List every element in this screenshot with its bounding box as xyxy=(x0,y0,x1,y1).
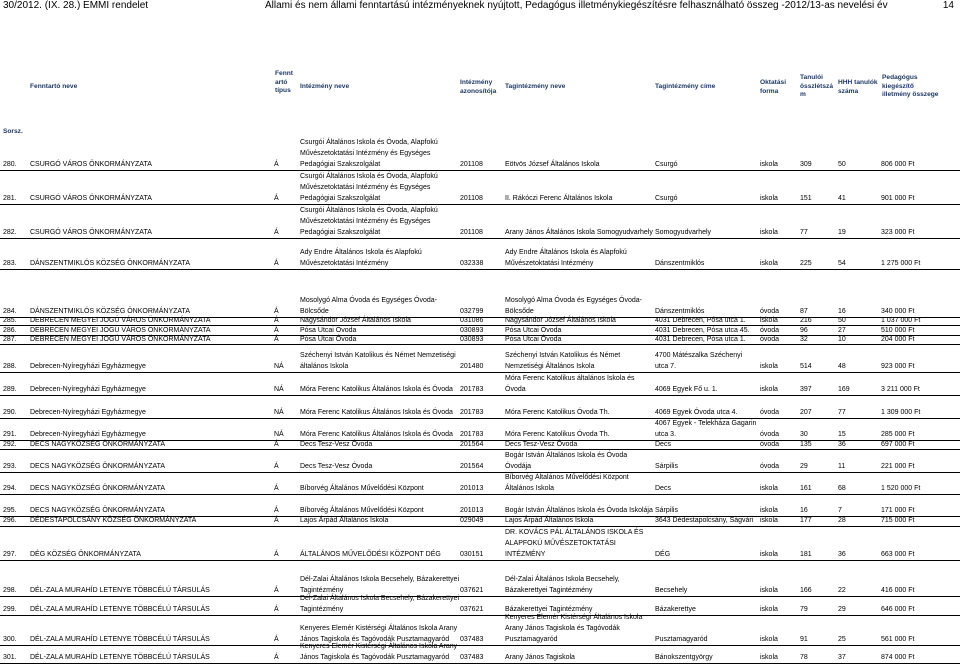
cell-osszeg: 3 211 000 Ft xyxy=(881,386,920,393)
cell-cim: Pusztamagyaród xyxy=(655,636,708,643)
cell-tipus: Á xyxy=(274,441,279,448)
cell-fenntarto: DÉL-ZALA MURAHÍD LETENYE TÖBBCÉLÚ TÁRSULÁS xyxy=(30,606,210,613)
table-row xyxy=(0,596,960,616)
cell-tag: Móra Ferenc Katolikus Óvoda Th. xyxy=(505,431,610,438)
cell-cim: DÉG xyxy=(655,551,671,558)
cell-cim: Decs xyxy=(655,441,671,448)
cell-tag: Bázakerettyei Tagintézmény xyxy=(505,606,593,613)
cell-osszeg: 923 000 Ft xyxy=(881,363,915,370)
col-tanuloi-letszam: Tanulói összlétszá m xyxy=(800,74,833,98)
cell-tipus: NÁ xyxy=(274,409,284,416)
cell-hhh: 77 xyxy=(838,409,846,416)
col-sorsz: Sorsz. xyxy=(3,128,23,135)
cell-letszam: 181 xyxy=(800,551,812,558)
cell-intezmeny: Széchenyi István Katolikus és Német Nemzetiségi általános Iskola xyxy=(300,352,456,370)
cell-letszam: 30 xyxy=(800,431,808,438)
cell-tipus: NÁ xyxy=(274,386,284,393)
cell-hhh: 28 xyxy=(838,517,846,524)
cell-tag: Széchenyi István Katolikus és Német Nemzetiségi Általános Iskola xyxy=(505,352,621,370)
cell-sorsz: 292. xyxy=(3,441,17,448)
cell-tag: Mosolygó Alma Óvoda és Egységes Óvoda-Bölcsőde xyxy=(505,297,642,315)
cell-fenntarto: Debrecen-Nyíregyházi Egyházmegye xyxy=(30,409,146,416)
table-row xyxy=(0,418,960,441)
cell-tipus: Á xyxy=(274,195,279,202)
cell-osszeg: 1 275 000 Ft xyxy=(881,260,921,267)
cell-sorsz: 280. xyxy=(3,161,17,168)
cell-azon: 032338 xyxy=(460,260,484,267)
cell-azon: 037621 xyxy=(460,587,484,594)
cell-sorsz: 286. xyxy=(3,327,17,334)
cell-letszam: 29 xyxy=(800,463,808,470)
cell-osszeg: 1 037 000 Ft xyxy=(881,317,921,324)
cell-letszam: 151 xyxy=(800,195,812,202)
cell-forma: iskola xyxy=(760,654,778,661)
cell-hhh: 36 xyxy=(838,551,846,558)
cell-osszeg: 285 000 Ft xyxy=(881,431,915,438)
cell-sorsz: 290. xyxy=(3,409,17,416)
cell-tipus: Á xyxy=(274,507,279,514)
cell-cim: 4031 Debrecen, Pósa utca 45. xyxy=(655,327,750,334)
cell-tag: Dél-Zalai Általános Iskola Becsehely, Bázakerettyei Tagintézmény xyxy=(505,576,620,594)
table-row xyxy=(0,615,960,646)
cell-fenntarto: DECS NAGYKÖZSÉG ÖNKORMÁNYZATA xyxy=(30,507,166,514)
cell-forma: iskola xyxy=(760,636,778,643)
cell-osszeg: 1 309 000 Ft xyxy=(881,409,921,416)
cell-hhh: 68 xyxy=(838,485,846,492)
cell-intezmeny: Decs Tesz-Vesz Óvoda xyxy=(300,463,373,470)
cell-forma: iskola xyxy=(760,363,778,370)
cell-intezmeny: Nagysándor József Általános Iskola xyxy=(300,317,411,324)
cell-intezmeny: Bíborvég Általános Művelődési Központ xyxy=(300,507,424,514)
cell-fenntarto: DÉDESTAPOLCSÁNY KÖZSÉG ÖNKORMÁNYZATA xyxy=(30,517,197,524)
col-tagintezmeny-cim: Tagintézmény címe xyxy=(655,83,716,90)
cell-cim: 4067 Egyek - Telekháza Gagarin utca 3. xyxy=(655,420,757,438)
cell-azon: 201013 xyxy=(460,485,484,492)
cell-letszam: 514 xyxy=(800,363,812,370)
cell-tipus: Á xyxy=(274,587,279,594)
cell-letszam: 309 xyxy=(800,161,812,168)
cell-sorsz: 284. xyxy=(3,308,17,315)
cell-sorsz: 293. xyxy=(3,463,17,470)
cell-fenntarto: DEBRECEN MEGYEI JOGÚ VÁROS ÖNKORMÁNYZATA xyxy=(30,336,211,343)
cell-tipus: Á xyxy=(274,463,279,470)
cell-osszeg: 221 000 Ft xyxy=(881,463,915,470)
header-date: 30/2012. (IX. 28.) EMMI rendelet xyxy=(3,0,149,11)
cell-hhh: 10 xyxy=(838,336,846,343)
cell-sorsz: 299. xyxy=(3,606,17,613)
cell-letszam: 225 xyxy=(800,260,812,267)
cell-tipus: Á xyxy=(274,260,279,267)
cell-tag: Lajos Árpád Általános Iskola xyxy=(505,517,594,524)
cell-tipus: Á xyxy=(274,485,279,492)
cell-tag: Arany János Általános Iskola Somogyudvarhely xyxy=(505,229,653,236)
table-row xyxy=(0,317,960,326)
cell-azon: 201108 xyxy=(460,161,483,168)
cell-cim: 4700 Mátészalka Széchenyi utca 7. xyxy=(655,352,743,370)
cell-tag: DR. KOVÁCS PÁL ÁLTALÁNOS ISKOLA ÉS ALAPFOKÚ MŰVÉSZETOKTATÁSI INTÉZMÉNY xyxy=(505,529,644,558)
cell-osszeg: 697 000 Ft xyxy=(881,441,915,448)
cell-fenntarto: Debrecen-Nyíregyházi Egyházmegye xyxy=(30,363,146,370)
cell-cim: 4031 Debrecen, Pósa utca 1. xyxy=(655,317,746,324)
cell-sorsz: 301. xyxy=(3,654,17,661)
cell-intezmeny: Pósa Utcai Óvoda xyxy=(300,327,357,334)
cell-letszam: 177 xyxy=(800,517,812,524)
cell-tipus: Á xyxy=(274,229,279,236)
cell-tag: Móra Ferenc Katolikus Óvoda Th. xyxy=(505,409,610,416)
cell-osszeg: 715 000 Ft xyxy=(881,517,915,524)
cell-fenntarto: DÉL-ZALA MURAHÍD LETENYE TÖBBCÉLÚ TÁRSULÁS xyxy=(30,654,210,661)
cell-hhh: 48 xyxy=(838,363,846,370)
cell-tag: Bíborvég Általános Művelődési Központ Általános Iskola xyxy=(505,474,629,492)
col-fenntarto-tipus: Fennt artó típus xyxy=(275,70,293,94)
cell-intezmeny: Kenyeres Elemér Kistérségi Általános Iskola Arany János Tagiskola és Tagóvodák Pusztamagyaród xyxy=(300,643,458,661)
cell-tag: II. Rákóczi Ferenc Általános Iskola xyxy=(505,195,613,202)
cell-tipus: Á xyxy=(274,317,279,324)
cell-hhh: 37 xyxy=(838,654,846,661)
cell-cim: 3643 Dédestapolcsány, Ságvári xyxy=(655,517,754,524)
cell-osszeg: 806 000 Ft xyxy=(881,161,915,168)
col-intezmeny-azon: Intézmény azonosítója xyxy=(460,79,497,95)
cell-osszeg: 646 000 Ft xyxy=(881,606,915,613)
cell-cim: Csurgó xyxy=(655,161,678,168)
cell-tipus: Á xyxy=(274,308,279,315)
cell-letszam: 91 xyxy=(800,636,808,643)
cell-cim: Decs xyxy=(655,485,671,492)
cell-letszam: 96 xyxy=(800,327,808,334)
cell-tipus: Á xyxy=(274,636,279,643)
cell-tag: Ady Endre Általános Iskola és Alapfokú Művészetoktatási Intézmény xyxy=(505,249,627,267)
cell-osszeg: 510 000 Ft xyxy=(881,327,915,334)
cell-azon: 201564 xyxy=(460,441,484,448)
cell-osszeg: 323 000 Ft xyxy=(881,229,915,236)
table-row xyxy=(0,204,960,239)
cell-intezmeny: Dél-Zalai Általános Iskola Becsehely, Bázakerettyei Tagintézmény xyxy=(300,576,460,594)
cell-azon: 032799 xyxy=(460,308,484,315)
cell-tag: Bogár István Általános Iskola és Óvoda Óvodája xyxy=(505,452,628,470)
table-row xyxy=(0,372,960,396)
page-number: 14 xyxy=(942,0,954,11)
cell-sorsz: 288. xyxy=(3,363,17,370)
cell-tipus: Á xyxy=(274,327,279,334)
cell-osszeg: 416 000 Ft xyxy=(881,587,915,594)
cell-tipus: NÁ xyxy=(274,363,284,370)
cell-letszam: 161 xyxy=(800,485,812,492)
cell-hhh: 22 xyxy=(838,587,846,594)
col-intezmeny-nev: Intézmény neve xyxy=(300,83,350,90)
table-row xyxy=(0,494,960,517)
cell-tag: Arany János Tagiskola xyxy=(505,654,575,661)
cell-hhh: 19 xyxy=(838,229,846,236)
cell-cim: Becsehely xyxy=(655,587,688,594)
cell-letszam: 397 xyxy=(800,386,812,393)
table-row xyxy=(0,560,960,597)
cell-tag: Decs Tesz-Vesz Óvoda xyxy=(505,441,578,448)
cell-azon: 037483 xyxy=(460,654,484,661)
cell-letszam: 207 xyxy=(800,409,812,416)
cell-letszam: 77 xyxy=(800,229,808,236)
col-oktatasi-forma: Oktatási forma xyxy=(760,79,787,95)
cell-forma: óvoda xyxy=(760,431,780,438)
cell-letszam: 135 xyxy=(800,441,812,448)
cell-forma: iskola xyxy=(760,229,778,236)
cell-cim: 4069 Egyek Fő u. 1. xyxy=(655,386,718,393)
cell-fenntarto: DÉL-ZALA MURAHÍD LETENYE TÖBBCÉLÚ TÁRSULÁS xyxy=(30,636,210,643)
cell-osszeg: 1 520 000 Ft xyxy=(881,485,921,492)
cell-tag: Nagysándor József Általános Iskola xyxy=(505,317,616,324)
cell-azon: 201783 xyxy=(460,409,484,416)
cell-letszam: 87 xyxy=(800,308,808,315)
cell-hhh: 11 xyxy=(838,463,846,470)
cell-sorsz: 291. xyxy=(3,431,17,438)
table-row xyxy=(0,449,960,473)
cell-sorsz: 282. xyxy=(3,229,17,236)
cell-fenntarto: DECS NAGYKÖZSÉG ÖNKORMÁNYZATA xyxy=(30,441,166,448)
cell-intezmeny: Csurgói Általános Iskola és Óvoda, Alapfokú Művészetoktatási Intézmény és Egységes Pedagógiai Szakszolgálat xyxy=(300,207,438,236)
cell-fenntarto: CSURGÓ VÁROS ÖNKORMÁNYZATA xyxy=(30,161,152,168)
cell-azon: 030151 xyxy=(460,551,484,558)
cell-osszeg: 171 000 Ft xyxy=(881,507,915,514)
cell-intezmeny: Móra Ferenc Katolikus Általános Iskola és Óvoda xyxy=(300,409,453,416)
cell-tipus: Á xyxy=(274,161,279,168)
cell-azon: 201783 xyxy=(460,386,484,393)
cell-osszeg: 561 000 Ft xyxy=(881,636,915,643)
cell-fenntarto: Debrecen-Nyíregyházi Egyházmegye xyxy=(30,431,146,438)
page-header xyxy=(0,0,960,12)
cell-intezmeny: Decs Tesz-Vesz Óvoda xyxy=(300,441,373,448)
cell-intezmeny: Mosolygó Alma Óvoda és Egységes Óvoda-Bölcsőde xyxy=(300,297,437,315)
cell-tag: Pósa Utcai Óvoda xyxy=(505,327,562,334)
cell-fenntarto: DEBRECEN MEGYEI JOGÚ VÁROS ÖNKORMÁNYZATA xyxy=(30,317,211,324)
cell-cim: Bázakerettye xyxy=(655,606,696,613)
cell-fenntarto: DÁNSZENTMIKLÓS KÖZSÉG ÖNKORMÁNYZATA xyxy=(30,260,190,267)
cell-intezmeny: Csurgói Általános Iskola és Óvoda, Alapfokú Művészetoktatási Intézmény és Egységes Pedagógiai Szakszolgálat xyxy=(300,139,438,168)
cell-tag: Kenyeres Elemér Kistérségi Általános Iskola Arany János Tagiskola és Tagóvodák Pusztamagyaród xyxy=(505,614,643,643)
cell-osszeg: 204 000 Ft xyxy=(881,336,915,343)
cell-forma: iskola xyxy=(760,507,778,514)
cell-forma: óvoda xyxy=(760,327,780,334)
cell-sorsz: 287. xyxy=(3,336,17,343)
table-row xyxy=(0,269,960,318)
cell-azon: 029049 xyxy=(460,517,484,524)
cell-letszam: 32 xyxy=(800,336,808,343)
cell-azon: 201108 xyxy=(460,229,483,236)
cell-hhh: 50 xyxy=(838,317,846,324)
cell-tipus: Á xyxy=(274,336,279,343)
cell-sorsz: 300. xyxy=(3,636,17,643)
cell-intezmeny: Dél-Zalai Általános Iskola Becsehely, Bázakerettyei Tagintézmény xyxy=(300,595,460,613)
cell-letszam: 79 xyxy=(800,606,808,613)
cell-forma: iskola xyxy=(760,485,778,492)
cell-cim: 4069 Egyek Óvoda utca 4. xyxy=(655,409,738,416)
cell-letszam: 16 xyxy=(800,507,808,514)
cell-cim: 4031 Debrecen, Pósa utca 1. xyxy=(655,336,746,343)
cell-osszeg: 874 000 Ft xyxy=(881,654,915,661)
cell-osszeg: 340 000 Ft xyxy=(881,308,915,315)
cell-forma: iskola xyxy=(760,195,778,202)
cell-azon: 201013 xyxy=(460,507,484,514)
cell-hhh: 50 xyxy=(838,161,846,168)
cell-sorsz: 295. xyxy=(3,507,17,514)
cell-forma: iskola xyxy=(760,517,778,524)
cell-hhh: 25 xyxy=(838,636,846,643)
cell-intezmeny: Ady Endre Általános Iskola és Alapfokú Művészetoktatási Intézmény xyxy=(300,249,422,267)
cell-intezmeny: Bíborvég Általános Művelődési Központ xyxy=(300,485,424,492)
cell-osszeg: 663 000 Ft xyxy=(881,551,915,558)
cell-intezmeny: Móra Ferenc Katolikus Általános Iskola és Óvoda xyxy=(300,431,453,438)
cell-letszam: 166 xyxy=(800,587,812,594)
cell-sorsz: 283. xyxy=(3,260,17,267)
cell-hhh: 29 xyxy=(838,606,846,613)
cell-tag: Móra Ferenc Katolikus általános Iskola és Óvoda xyxy=(505,375,635,393)
cell-cim: Dánszentmiklós xyxy=(655,260,705,267)
table-row xyxy=(0,238,960,270)
cell-fenntarto: Debrecen-Nyíregyházi Egyházmegye xyxy=(30,386,146,393)
cell-letszam: 78 xyxy=(800,654,808,661)
cell-cim: Sárpilis xyxy=(655,463,678,470)
cell-fenntarto: DECS NAGYKÖZSÉG ÖNKORMÁNYZATA xyxy=(30,463,166,470)
cell-osszeg: 901 000 Ft xyxy=(881,195,915,202)
cell-tipus: Á xyxy=(274,606,279,613)
cell-cim: Dánszentmiklós xyxy=(655,308,705,315)
cell-tipus: NÁ xyxy=(274,431,284,438)
cell-forma: iskola xyxy=(760,260,778,267)
cell-fenntarto: CSURGÓ VÁROS ÖNKORMÁNYZATA xyxy=(30,195,152,202)
cell-forma: óvoda xyxy=(760,441,780,448)
col-pedagogus: Pedagógus kiegészítő illetmény összege xyxy=(882,74,939,98)
cell-hhh: 54 xyxy=(838,260,846,267)
cell-fenntarto: DEBRECEN MEGYEI JOGÚ VÁROS ÖNKORMÁNYZATA xyxy=(30,327,211,334)
cell-fenntarto: DÉL-ZALA MURAHÍD LETENYE TÖBBCÉLÚ TÁRSULÁS xyxy=(30,587,210,594)
cell-tag: Pósa Utcai Óvoda xyxy=(505,336,562,343)
table-row xyxy=(0,136,960,171)
cell-cim: Csurgó xyxy=(655,195,678,202)
cell-forma: óvoda xyxy=(760,409,780,416)
cell-forma: óvoda xyxy=(760,463,780,470)
cell-hhh: 16 xyxy=(838,308,846,315)
cell-sorsz: 281. xyxy=(3,195,17,202)
cell-hhh: 7 xyxy=(838,507,842,514)
cell-tipus: Á xyxy=(274,654,279,661)
cell-sorsz: 296. xyxy=(3,517,17,524)
cell-azon: 030893 xyxy=(460,327,484,334)
cell-sorsz: 289. xyxy=(3,386,17,393)
cell-cim: Bánokszentgyörgy xyxy=(655,654,713,661)
cell-forma: iskola xyxy=(760,317,778,324)
table-row xyxy=(0,645,960,664)
cell-sorsz: 294. xyxy=(3,485,17,492)
cell-tag: Bogár István Általános Iskola és Óvoda Iskolája xyxy=(505,507,653,514)
col-tagintezmeny-nev: Tagintézmény neve xyxy=(505,83,566,90)
cell-intezmeny: Pósa Utcai Óvoda xyxy=(300,336,357,343)
cell-azon: 201783 xyxy=(460,431,484,438)
table-row xyxy=(0,472,960,495)
cell-fenntarto: CSURGÓ VÁROS ÖNKORMÁNYZATA xyxy=(30,229,152,236)
cell-intezmeny: Csurgói Általános Iskola és Óvoda, Alapfokú Művészetoktatási Intézmény és Egységes Pedagógiai Szakszolgálat xyxy=(300,173,438,202)
cell-azon: 031086 xyxy=(460,317,484,324)
cell-forma: iskola xyxy=(760,386,778,393)
table-row xyxy=(0,395,960,419)
cell-hhh: 41 xyxy=(838,195,846,202)
cell-intezmeny: Kenyeres Elemér Kistérségi Általános Iskola Arany János Tagiskola és Tagóvodák Pusztamagyaród xyxy=(300,625,458,643)
cell-forma: iskola xyxy=(760,606,778,613)
table-row xyxy=(0,170,960,205)
cell-azon: 201108 xyxy=(460,195,483,202)
cell-hhh: 169 xyxy=(838,386,850,393)
cell-azon: 201480 xyxy=(460,363,484,370)
cell-hhh: 36 xyxy=(838,441,846,448)
cell-tipus: Á xyxy=(274,517,279,524)
cell-forma: iskola xyxy=(760,161,778,168)
col-fenntarto-nev: Fenntartó neve xyxy=(30,83,78,90)
cell-fenntarto: DÉG KÖZSÉG ÖNKORMÁNYZATA xyxy=(30,551,141,558)
cell-fenntarto: DECS NAGYKÖZSÉG ÖNKORMÁNYZATA xyxy=(30,485,166,492)
header-title: Állami és nem állami fenntartású intézményeknek nyújtott, Pedagógus illetménykiegészítésre felhasználható összeg -2012/13-as nevelési év xyxy=(265,0,888,11)
cell-sorsz: 297. xyxy=(3,551,17,558)
table-row xyxy=(0,526,960,561)
col-hhh: HHH tanulók száma xyxy=(838,79,878,95)
cell-hhh: 15 xyxy=(838,431,846,438)
cell-forma: óvoda xyxy=(760,336,780,343)
cell-letszam: 216 xyxy=(800,317,812,324)
cell-sorsz: 298. xyxy=(3,587,17,594)
table-row xyxy=(0,344,960,373)
cell-hhh: 27 xyxy=(838,327,846,334)
cell-tag: Eötvös József Általános Iskola xyxy=(505,161,600,168)
cell-intezmeny: Móra Ferenc Katolikus Általános Iskola és Óvoda xyxy=(300,386,453,393)
cell-azon: 037483 xyxy=(460,636,484,643)
cell-tipus: Á xyxy=(274,551,279,558)
cell-forma: iskola xyxy=(760,587,778,594)
cell-azon: 030893 xyxy=(460,336,484,343)
cell-fenntarto: DÁNSZENTMIKLÓS KÖZSÉG ÖNKORMÁNYZATA xyxy=(30,308,190,315)
cell-azon: 201564 xyxy=(460,463,484,470)
cell-cim: Sárpilis xyxy=(655,507,678,514)
cell-intezmeny: Lajos Árpád Általános Iskola xyxy=(300,517,389,524)
cell-forma: óvoda xyxy=(760,308,780,315)
cell-intezmeny: ÁLTALÁNOS MŰVELŐDÉSI KÖZPONT DÉG xyxy=(300,551,441,558)
cell-sorsz: 285. xyxy=(3,317,17,324)
cell-azon: 037621 xyxy=(460,606,484,613)
cell-cim: Somogyudvarhely xyxy=(655,229,712,236)
cell-forma: iskola xyxy=(760,551,778,558)
